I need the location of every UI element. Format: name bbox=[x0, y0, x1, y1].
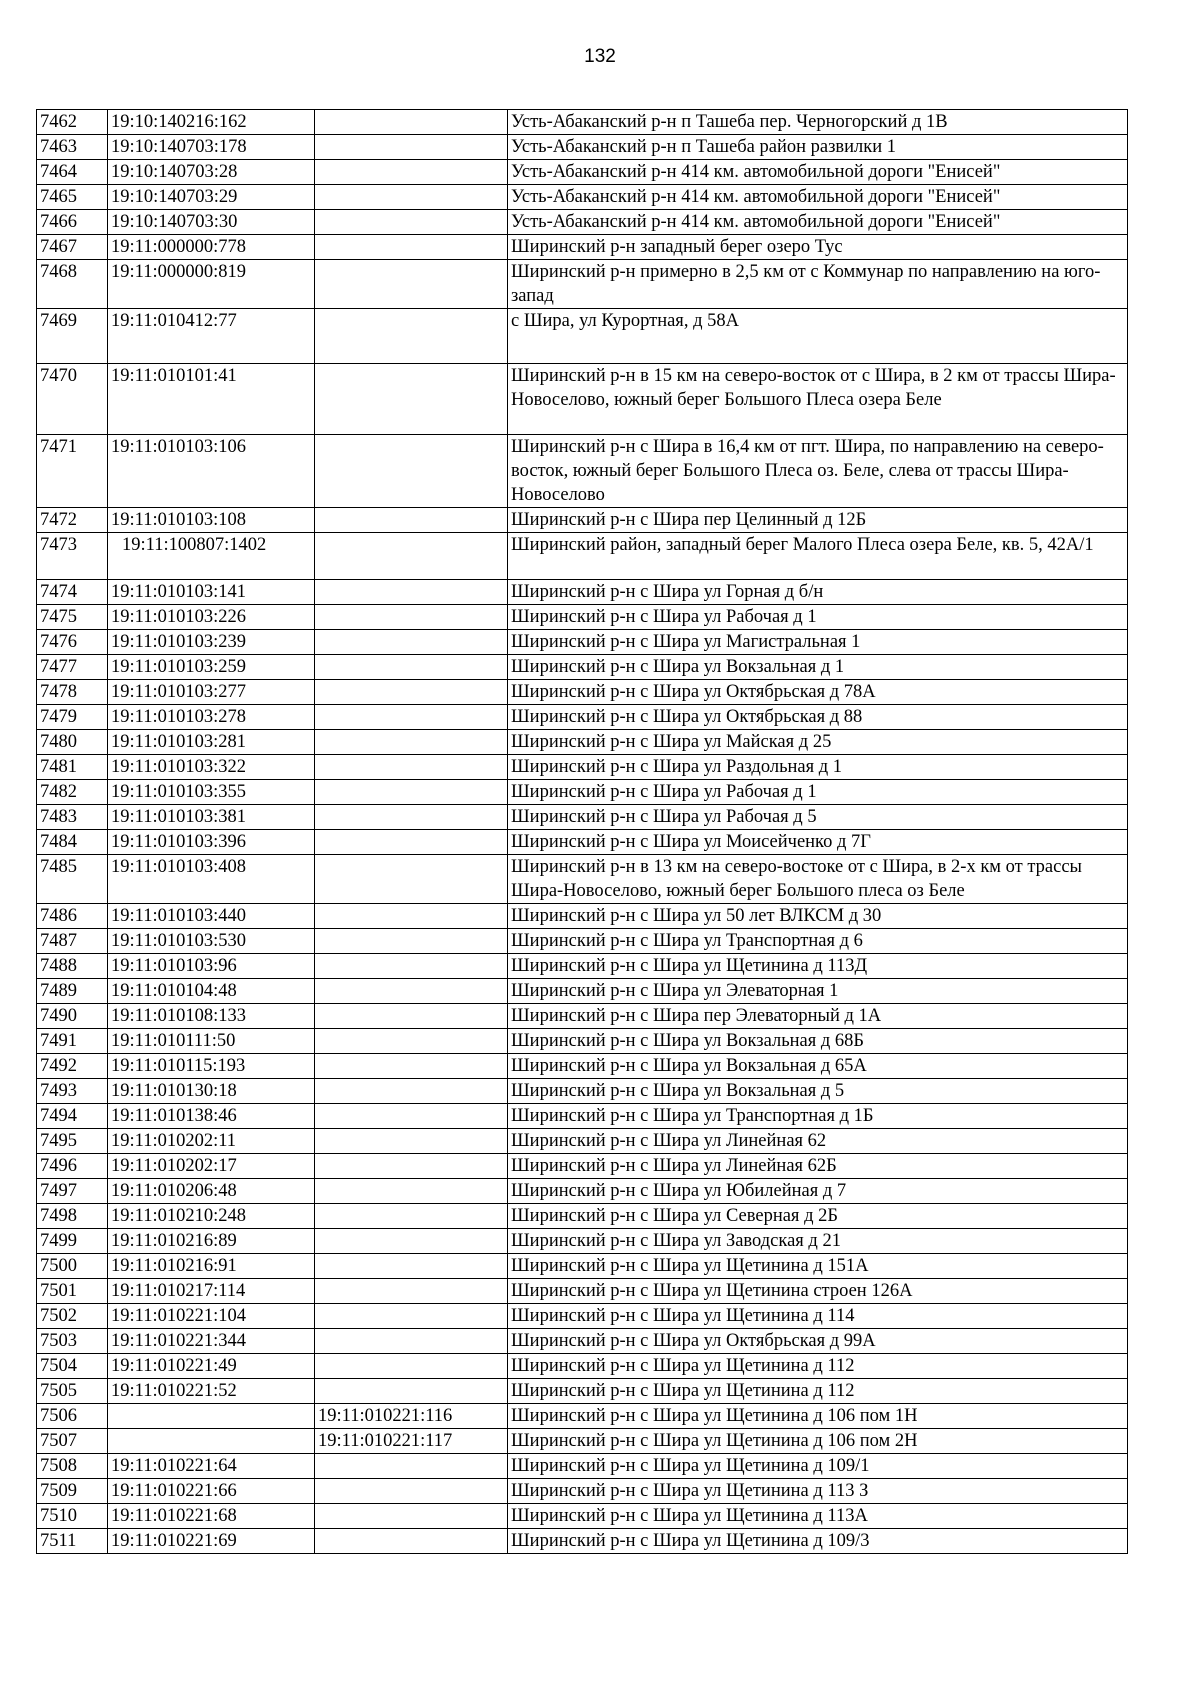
cadastral-number-cell: 19:11:010101:41 bbox=[108, 364, 315, 435]
address-cell: Ширинский р-н в 13 км на северо-востоке от с Шира, в 2-х км от трассы Шира-Новоселово, южный берег Большого плеса оз Беле bbox=[508, 855, 1128, 904]
table-row bbox=[37, 185, 1128, 210]
address-cell: Ширинский р-н с Шира ул Щетинина д 151А bbox=[508, 1254, 1128, 1279]
row-number-cell: 7483 bbox=[37, 805, 108, 830]
row-number-cell: 7511 bbox=[37, 1529, 108, 1554]
row-number-cell: 7472 bbox=[37, 508, 108, 533]
row-number-cell: 7463 bbox=[37, 135, 108, 160]
row-number-cell: 7475 bbox=[37, 605, 108, 630]
address-cell: Ширинский р-н с Шира ул Транспортная д 6 bbox=[508, 929, 1128, 954]
room-cadastral-number-cell bbox=[315, 1529, 508, 1554]
table-row bbox=[37, 1454, 1128, 1479]
cadastral-number-cell: 19:11:010221:66 bbox=[108, 1479, 315, 1504]
cadastral-number-cell: 19:11:010103:239 bbox=[108, 630, 315, 655]
room-cadastral-number-cell bbox=[315, 135, 508, 160]
address-cell: Ширинский р-н с Шира ул Вокзальная д 68Б bbox=[508, 1029, 1128, 1054]
cadastral-number-cell: 19:11:010103:278 bbox=[108, 705, 315, 730]
address-cell: Ширинский р-н с Шира ул Щетинина д 106 пом 1Н bbox=[508, 1404, 1128, 1429]
row-number-cell: 7497 bbox=[37, 1179, 108, 1204]
table-row bbox=[37, 605, 1128, 630]
cadastral-number-cell bbox=[108, 1404, 315, 1429]
address-cell: Ширинский р-н с Шира ул Заводская д 21 bbox=[508, 1229, 1128, 1254]
room-cadastral-number-cell bbox=[315, 730, 508, 755]
room-cadastral-number-cell bbox=[315, 1104, 508, 1129]
address-cell: Ширинский р-н с Шира ул Юбилейная д 7 bbox=[508, 1179, 1128, 1204]
table-row bbox=[37, 1354, 1128, 1379]
address-cell: Ширинский р-н с Шира ул Рабочая д 5 bbox=[508, 805, 1128, 830]
row-number-cell: 7507 bbox=[37, 1429, 108, 1454]
address-cell: Ширинский р-н с Шира ул Магистральная 1 bbox=[508, 630, 1128, 655]
row-number-cell: 7482 bbox=[37, 780, 108, 805]
row-number-cell: 7464 bbox=[37, 160, 108, 185]
cadastral-number-cell: 19:11:010103:106 bbox=[108, 435, 315, 508]
row-number-cell: 7488 bbox=[37, 954, 108, 979]
cadastral-number-cell: 19:10:140703:29 bbox=[108, 185, 315, 210]
room-cadastral-number-cell bbox=[315, 1254, 508, 1279]
cadastral-number-cell: 19:11:000000:819 bbox=[108, 260, 315, 309]
room-cadastral-number-cell bbox=[315, 1354, 508, 1379]
address-cell: Ширинский р-н с Шира ул Раздольная д 1 bbox=[508, 755, 1128, 780]
cadastral-number-cell: 19:11:010103:530 bbox=[108, 929, 315, 954]
address-cell: Усть-Абаканский р-н 414 км. автомобильной дороги "Енисей" bbox=[508, 160, 1128, 185]
address-cell: Ширинский р-н в 15 км на северо-восток от с Шира, в 2 км от трассы Шира-Новоселово, южный берег Большого Плеса озера Беле bbox=[508, 364, 1128, 435]
room-cadastral-number-cell bbox=[315, 705, 508, 730]
cadastral-number-cell: 19:11:010103:440 bbox=[108, 904, 315, 929]
page-number: 132 bbox=[584, 46, 616, 67]
row-number-cell: 7479 bbox=[37, 705, 108, 730]
row-number-cell: 7490 bbox=[37, 1004, 108, 1029]
cadastral-number-cell: 19:11:010103:226 bbox=[108, 605, 315, 630]
row-number-cell: 7509 bbox=[37, 1479, 108, 1504]
room-cadastral-number-cell bbox=[315, 110, 508, 135]
cadastral-number-cell: 19:10:140703:30 bbox=[108, 210, 315, 235]
table-row bbox=[37, 680, 1128, 705]
table-row bbox=[37, 1254, 1128, 1279]
address-cell: Ширинский р-н с Шира ул Октябрьская д 78А bbox=[508, 680, 1128, 705]
table-row bbox=[37, 780, 1128, 805]
table-row bbox=[37, 210, 1128, 235]
cadastral-number-cell: 19:11:010104:48 bbox=[108, 979, 315, 1004]
table-row bbox=[37, 805, 1128, 830]
address-cell: Усть-Абаканский р-н 414 км. автомобильной дороги "Енисей" bbox=[508, 210, 1128, 235]
row-number-cell: 7469 bbox=[37, 309, 108, 364]
address-cell: Усть-Абаканский р-н п Ташеба район развилки 1 bbox=[508, 135, 1128, 160]
table-row bbox=[37, 1129, 1128, 1154]
address-cell: Ширинский р-н с Шира ул Щетинина д 114 bbox=[508, 1304, 1128, 1329]
address-cell: Ширинский р-н с Шира ул Майская д 25 bbox=[508, 730, 1128, 755]
cadastral-number-cell: 19:10:140703:178 bbox=[108, 135, 315, 160]
table-row bbox=[37, 1054, 1128, 1079]
table-row bbox=[37, 830, 1128, 855]
row-number-cell: 7496 bbox=[37, 1154, 108, 1179]
cadastral-number-cell: 19:11:010103:381 bbox=[108, 805, 315, 830]
address-cell: Ширинский р-н с Шира ул Рабочая д 1 bbox=[508, 605, 1128, 630]
room-cadastral-number-cell bbox=[315, 805, 508, 830]
room-cadastral-number-cell bbox=[315, 508, 508, 533]
row-number-cell: 7506 bbox=[37, 1404, 108, 1429]
cadastral-number-cell: 19:11:010210:248 bbox=[108, 1204, 315, 1229]
address-cell: Ширинский р-н с Шира ул Линейная 62Б bbox=[508, 1154, 1128, 1179]
table-row bbox=[37, 1404, 1128, 1429]
room-cadastral-number-cell bbox=[315, 160, 508, 185]
address-cell: Ширинский р-н с Шира ул Моисейченко д 7Г bbox=[508, 830, 1128, 855]
row-number-cell: 7501 bbox=[37, 1279, 108, 1304]
address-cell: Ширинский р-н с Шира ул Щетинина д 112 bbox=[508, 1354, 1128, 1379]
room-cadastral-number-cell bbox=[315, 1029, 508, 1054]
address-cell: Ширинский р-н с Шира ул Линейная 62 bbox=[508, 1129, 1128, 1154]
room-cadastral-number-cell: 19:11:010221:117 bbox=[315, 1429, 508, 1454]
cadastral-number-cell: 19:11:010221:104 bbox=[108, 1304, 315, 1329]
cadastral-number-cell: 19:11:010221:69 bbox=[108, 1529, 315, 1554]
cadastral-number-cell: 19:11:010221:344 bbox=[108, 1329, 315, 1354]
cadastral-number-cell: 19:11:010202:17 bbox=[108, 1154, 315, 1179]
row-number-cell: 7492 bbox=[37, 1054, 108, 1079]
row-number-cell: 7493 bbox=[37, 1079, 108, 1104]
address-cell: Ширинский район, западный берег Малого Плеса озера Беле, кв. 5, 42А/1 bbox=[508, 533, 1128, 580]
table-row bbox=[37, 929, 1128, 954]
address-cell: Ширинский р-н с Шира пер Элеваторный д 1А bbox=[508, 1004, 1128, 1029]
room-cadastral-number-cell: 19:11:010221:116 bbox=[315, 1404, 508, 1429]
table-row bbox=[37, 1179, 1128, 1204]
row-number-cell: 7510 bbox=[37, 1504, 108, 1529]
table-row bbox=[37, 1229, 1128, 1254]
cadastral-number-cell: 19:11:010103:396 bbox=[108, 830, 315, 855]
cadastral-number-cell: 19:11:010103:96 bbox=[108, 954, 315, 979]
cadastral-number-cell: 19:11:010103:281 bbox=[108, 730, 315, 755]
room-cadastral-number-cell bbox=[315, 1329, 508, 1354]
cadastral-number-cell: 19:10:140216:162 bbox=[108, 110, 315, 135]
cadastral-number-cell: 19:11:010221:68 bbox=[108, 1504, 315, 1529]
address-cell: Ширинский р-н западный берег озеро Тус bbox=[508, 235, 1128, 260]
address-cell: Ширинский р-н с Шира пер Целинный д 12Б bbox=[508, 508, 1128, 533]
row-number-cell: 7484 bbox=[37, 830, 108, 855]
table-row bbox=[37, 1154, 1128, 1179]
row-number-cell: 7491 bbox=[37, 1029, 108, 1054]
cadastral-number-cell: 19:11:010103:408 bbox=[108, 855, 315, 904]
cadastral-number-cell: 19:11:010216:91 bbox=[108, 1254, 315, 1279]
address-cell: Ширинский р-н с Шира ул Горная д б/н bbox=[508, 580, 1128, 605]
row-number-cell: 7478 bbox=[37, 680, 108, 705]
row-number-cell: 7485 bbox=[37, 855, 108, 904]
room-cadastral-number-cell bbox=[315, 1379, 508, 1404]
table-row bbox=[37, 1504, 1128, 1529]
row-number-cell: 7465 bbox=[37, 185, 108, 210]
address-cell: Ширинский р-н с Шира ул Вокзальная д 65А bbox=[508, 1054, 1128, 1079]
room-cadastral-number-cell bbox=[315, 364, 508, 435]
table-row bbox=[37, 309, 1128, 364]
cadastral-number-cell: 19:11:010130:18 bbox=[108, 1079, 315, 1104]
room-cadastral-number-cell bbox=[315, 929, 508, 954]
table-row bbox=[37, 755, 1128, 780]
cadastral-number-cell: 19:11:010221:52 bbox=[108, 1379, 315, 1404]
cadastral-number-cell: 19:11:100807:1402 bbox=[108, 533, 315, 580]
room-cadastral-number-cell bbox=[315, 1204, 508, 1229]
table-row bbox=[37, 435, 1128, 508]
room-cadastral-number-cell bbox=[315, 1454, 508, 1479]
cadastral-number-cell: 19:11:010103:322 bbox=[108, 755, 315, 780]
table-row bbox=[37, 954, 1128, 979]
row-number-cell: 7470 bbox=[37, 364, 108, 435]
table-row bbox=[37, 1079, 1128, 1104]
cadastral-number-cell: 19:11:010138:46 bbox=[108, 1104, 315, 1129]
table-row bbox=[37, 1529, 1128, 1554]
table-row bbox=[37, 508, 1128, 533]
room-cadastral-number-cell bbox=[315, 210, 508, 235]
row-number-cell: 7495 bbox=[37, 1129, 108, 1154]
cadastral-number-cell: 19:11:010103:141 bbox=[108, 580, 315, 605]
address-cell: Ширинский р-н с Шира ул Щетинина д 109/1 bbox=[508, 1454, 1128, 1479]
room-cadastral-number-cell bbox=[315, 1054, 508, 1079]
room-cadastral-number-cell bbox=[315, 655, 508, 680]
cadastral-number-cell: 19:11:010103:277 bbox=[108, 680, 315, 705]
room-cadastral-number-cell bbox=[315, 830, 508, 855]
table-row bbox=[37, 110, 1128, 135]
cadastral-number-cell: 19:11:010111:50 bbox=[108, 1029, 315, 1054]
row-number-cell: 7467 bbox=[37, 235, 108, 260]
table-row bbox=[37, 630, 1128, 655]
row-number-cell: 7473 bbox=[37, 533, 108, 580]
cadastral-number-cell: 19:11:010217:114 bbox=[108, 1279, 315, 1304]
room-cadastral-number-cell bbox=[315, 755, 508, 780]
table-row bbox=[37, 1104, 1128, 1129]
address-cell: Ширинский р-н с Шира ул Щетинина строен 126А bbox=[508, 1279, 1128, 1304]
registry-table bbox=[36, 109, 1128, 1554]
room-cadastral-number-cell bbox=[315, 1079, 508, 1104]
address-cell: Ширинский р-н с Шира ул Щетинина д 113Д bbox=[508, 954, 1128, 979]
row-number-cell: 7468 bbox=[37, 260, 108, 309]
room-cadastral-number-cell bbox=[315, 1279, 508, 1304]
address-cell: Ширинский р-н с Шира ул Вокзальная д 5 bbox=[508, 1079, 1128, 1104]
row-number-cell: 7494 bbox=[37, 1104, 108, 1129]
table-row bbox=[37, 1204, 1128, 1229]
table-row bbox=[37, 260, 1128, 309]
table-row bbox=[37, 1304, 1128, 1329]
address-cell: Ширинский р-н с Шира ул Транспортная д 1Б bbox=[508, 1104, 1128, 1129]
row-number-cell: 7487 bbox=[37, 929, 108, 954]
room-cadastral-number-cell bbox=[315, 605, 508, 630]
row-number-cell: 7489 bbox=[37, 979, 108, 1004]
row-number-cell: 7480 bbox=[37, 730, 108, 755]
row-number-cell: 7499 bbox=[37, 1229, 108, 1254]
room-cadastral-number-cell bbox=[315, 1179, 508, 1204]
room-cadastral-number-cell bbox=[315, 435, 508, 508]
row-number-cell: 7486 bbox=[37, 904, 108, 929]
registry-table-body bbox=[37, 110, 1128, 1554]
cadastral-number-cell: 19:11:010108:133 bbox=[108, 1004, 315, 1029]
address-cell: Ширинский р-н с Шира ул Элеваторная 1 bbox=[508, 979, 1128, 1004]
address-cell: Ширинский р-н с Шира в 16,4 км от пгт. Шира, по направлению на северо-восток, южный берег Большого Плеса оз. Беле, слева от трассы Шира-Новоселово bbox=[508, 435, 1128, 508]
table-row bbox=[37, 1379, 1128, 1404]
cadastral-number-cell bbox=[108, 1429, 315, 1454]
table-row bbox=[37, 364, 1128, 435]
address-cell: Усть-Абаканский р-н п Ташеба пер. Черногорский д 1В bbox=[508, 110, 1128, 135]
row-number-cell: 7503 bbox=[37, 1329, 108, 1354]
room-cadastral-number-cell bbox=[315, 309, 508, 364]
cadastral-number-cell: 19:11:010206:48 bbox=[108, 1179, 315, 1204]
room-cadastral-number-cell bbox=[315, 1504, 508, 1529]
row-number-cell: 7500 bbox=[37, 1254, 108, 1279]
row-number-cell: 7498 bbox=[37, 1204, 108, 1229]
room-cadastral-number-cell bbox=[315, 979, 508, 1004]
address-cell: Ширинский р-н примерно в 2,5 км от с Коммунар по направлению на юго-запад bbox=[508, 260, 1128, 309]
address-cell: Ширинский р-н с Шира ул Щетинина д 112 bbox=[508, 1379, 1128, 1404]
row-number-cell: 7504 bbox=[37, 1354, 108, 1379]
table-row bbox=[37, 580, 1128, 605]
address-cell: Ширинский р-н с Шира ул Октябрьская д 88 bbox=[508, 705, 1128, 730]
table-row bbox=[37, 533, 1128, 580]
address-cell: Ширинский р-н с Шира ул Вокзальная д 1 bbox=[508, 655, 1128, 680]
address-cell: Ширинский р-н с Шира ул Щетинина д 113 З bbox=[508, 1479, 1128, 1504]
row-number-cell: 7471 bbox=[37, 435, 108, 508]
cadastral-number-cell: 19:11:010202:11 bbox=[108, 1129, 315, 1154]
address-cell: Ширинский р-н с Шира ул Рабочая д 1 bbox=[508, 780, 1128, 805]
row-number-cell: 7481 bbox=[37, 755, 108, 780]
cadastral-number-cell: 19:11:010103:259 bbox=[108, 655, 315, 680]
room-cadastral-number-cell bbox=[315, 1154, 508, 1179]
table-row bbox=[37, 1279, 1128, 1304]
table-row bbox=[37, 1029, 1128, 1054]
room-cadastral-number-cell bbox=[315, 580, 508, 605]
room-cadastral-number-cell bbox=[315, 630, 508, 655]
address-cell: Ширинский р-н с Шира ул Щетинина д 106 пом 2Н bbox=[508, 1429, 1128, 1454]
room-cadastral-number-cell bbox=[315, 1479, 508, 1504]
room-cadastral-number-cell bbox=[315, 680, 508, 705]
table-row bbox=[37, 160, 1128, 185]
room-cadastral-number-cell bbox=[315, 1129, 508, 1154]
row-number-cell: 7505 bbox=[37, 1379, 108, 1404]
room-cadastral-number-cell bbox=[315, 185, 508, 210]
table-row bbox=[37, 1479, 1128, 1504]
room-cadastral-number-cell bbox=[315, 533, 508, 580]
address-cell: Ширинский р-н с Шира ул Октябрьская д 99А bbox=[508, 1329, 1128, 1354]
room-cadastral-number-cell bbox=[315, 904, 508, 929]
address-cell: с Шира, ул Курортная, д 58А bbox=[508, 309, 1128, 364]
room-cadastral-number-cell bbox=[315, 954, 508, 979]
cadastral-number-cell: 19:11:010103:108 bbox=[108, 508, 315, 533]
row-number-cell: 7508 bbox=[37, 1454, 108, 1479]
cadastral-number-cell: 19:11:000000:778 bbox=[108, 235, 315, 260]
cadastral-number-cell: 19:11:010221:64 bbox=[108, 1454, 315, 1479]
cadastral-number-cell: 19:11:010103:355 bbox=[108, 780, 315, 805]
room-cadastral-number-cell bbox=[315, 1004, 508, 1029]
row-number-cell: 7466 bbox=[37, 210, 108, 235]
row-number-cell: 7502 bbox=[37, 1304, 108, 1329]
room-cadastral-number-cell bbox=[315, 235, 508, 260]
address-cell: Ширинский р-н с Шира ул Щетинина д 109/3 bbox=[508, 1529, 1128, 1554]
address-cell: Ширинский р-н с Шира ул Щетинина д 113А bbox=[508, 1504, 1128, 1529]
room-cadastral-number-cell bbox=[315, 1229, 508, 1254]
cadastral-number-cell: 19:11:010221:49 bbox=[108, 1354, 315, 1379]
room-cadastral-number-cell bbox=[315, 1304, 508, 1329]
address-cell: Ширинский р-н с Шира ул 50 лет ВЛКСМ д 30 bbox=[508, 904, 1128, 929]
cadastral-number-cell: 19:10:140703:28 bbox=[108, 160, 315, 185]
table-row bbox=[37, 1329, 1128, 1354]
cadastral-number-cell: 19:11:010216:89 bbox=[108, 1229, 315, 1254]
table-row bbox=[37, 730, 1128, 755]
address-cell: Ширинский р-н с Шира ул Северная д 2Б bbox=[508, 1204, 1128, 1229]
row-number-cell: 7474 bbox=[37, 580, 108, 605]
room-cadastral-number-cell bbox=[315, 855, 508, 904]
room-cadastral-number-cell bbox=[315, 780, 508, 805]
room-cadastral-number-cell bbox=[315, 260, 508, 309]
table-row bbox=[37, 135, 1128, 160]
table-row bbox=[37, 979, 1128, 1004]
table-row bbox=[37, 235, 1128, 260]
row-number-cell: 7462 bbox=[37, 110, 108, 135]
table-row bbox=[37, 655, 1128, 680]
row-number-cell: 7477 bbox=[37, 655, 108, 680]
table-row bbox=[37, 705, 1128, 730]
cadastral-number-cell: 19:11:010115:193 bbox=[108, 1054, 315, 1079]
table-row bbox=[37, 904, 1128, 929]
table-row bbox=[37, 1004, 1128, 1029]
table-row bbox=[37, 1429, 1128, 1454]
table-row bbox=[37, 855, 1128, 904]
address-cell: Усть-Абаканский р-н 414 км. автомобильной дороги "Енисей" bbox=[508, 185, 1128, 210]
row-number-cell: 7476 bbox=[37, 630, 108, 655]
cadastral-number-cell: 19:11:010412:77 bbox=[108, 309, 315, 364]
